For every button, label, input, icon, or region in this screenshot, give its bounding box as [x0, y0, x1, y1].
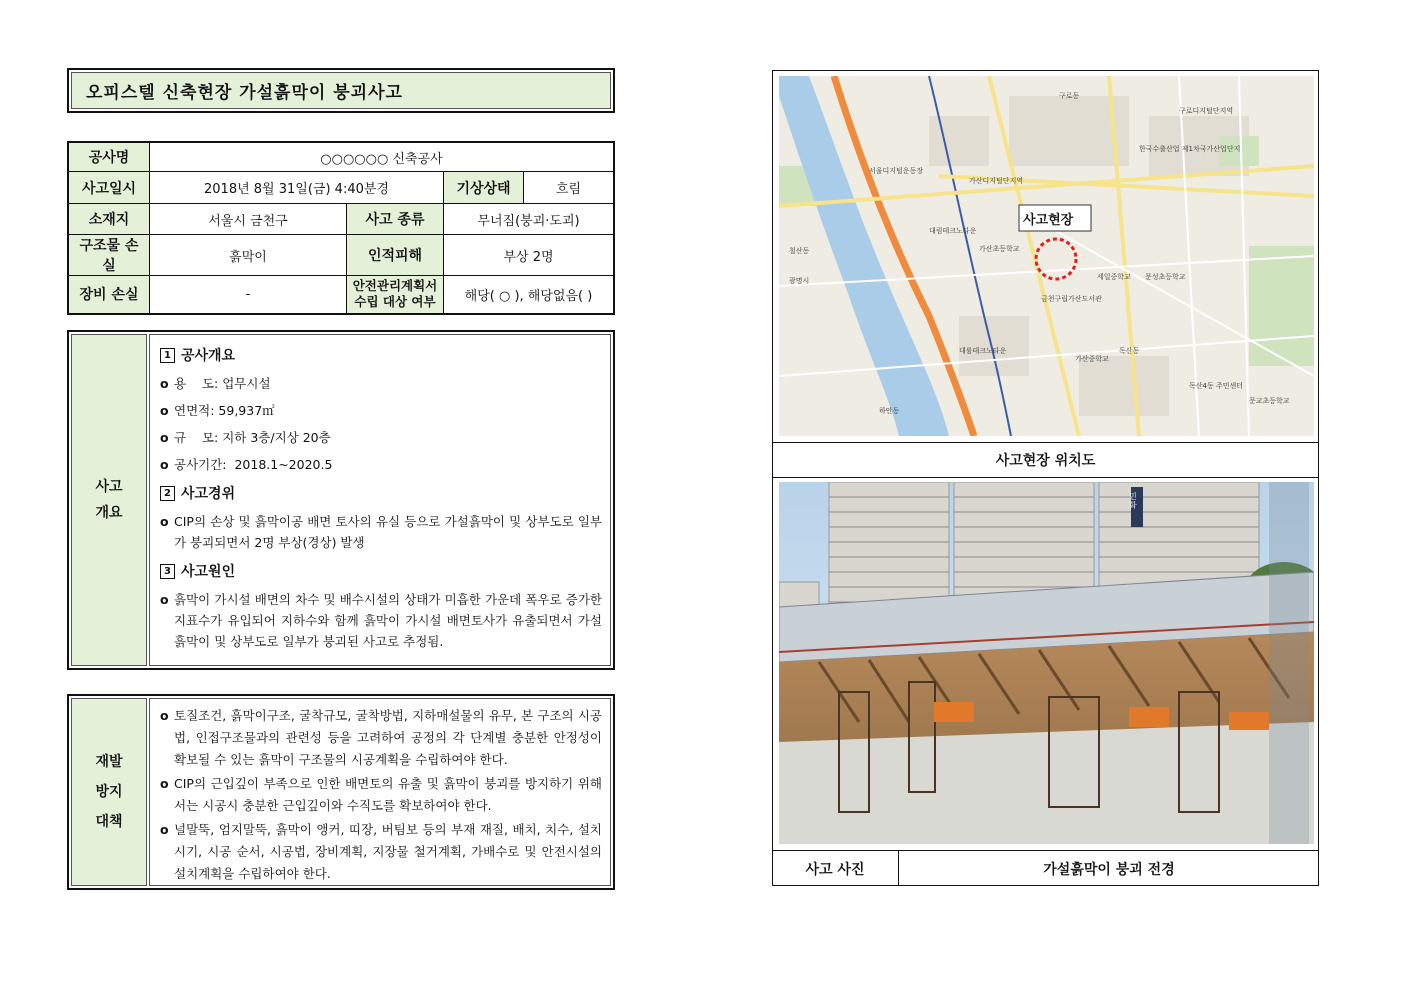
weather-label: 기상상태	[444, 172, 524, 203]
photo-caption: 가설흙막이 붕괴 전경	[1043, 861, 1175, 878]
prevention-label-line3: 대책	[95, 814, 123, 830]
overview-item	[160, 373, 602, 394]
overview-label-line2: 개요	[95, 505, 123, 521]
accident-info-table	[67, 141, 615, 315]
map-label: 구로디지털단지역	[1179, 107, 1234, 115]
structure-value: 흙막이	[150, 235, 347, 276]
map-label: 철산동	[789, 247, 810, 255]
map-label: 세일중학교	[1097, 273, 1131, 281]
map-label: 독산4동 주민센터	[1189, 382, 1244, 390]
title-box	[67, 68, 615, 113]
prevention-label-line1: 재발	[95, 754, 123, 770]
equip-value: -	[150, 276, 347, 314]
prevention-body	[149, 698, 611, 886]
overview-item	[160, 454, 602, 475]
overview-item	[160, 427, 602, 448]
prevention-item	[160, 773, 602, 817]
overview-item-text: 공사기간: 2018.1~2020.5	[174, 457, 333, 472]
date-value: 2018년 8월 31일(금) 4:40분경	[150, 172, 444, 204]
bullet-icon: o	[160, 376, 169, 391]
prevention-item-text: CIP의 근입깊이 부족으로 인한 배면토의 유출 및 흙막이 붕괴를 방지하기 위해서는 시공시 충분한 근입깊이와 수직도를 확보하여야 한다.	[174, 776, 602, 813]
accident-cause-text: 흙막이 가시설 배면의 차수 및 배수시설의 상태가 미흡한 가운데 폭우로 증가한 지표수가 유입되어 지하수와 함께 흙막이 가시설 배면토사가 유출되면서 가설흙막이 및 상부도로 일부가 붕괴된 사고로 추정됨.	[174, 592, 602, 649]
plan-value: 해당( ○ ), 해당없음( )	[444, 276, 615, 314]
bullet-icon: o	[160, 592, 169, 607]
bullet-icon: o	[160, 822, 169, 837]
project-value: ○○○○○○ 신축공사	[150, 142, 615, 172]
overview-label	[71, 334, 147, 666]
map-label: 서울디지털운동장	[869, 167, 924, 175]
map-label: 구로동	[1059, 92, 1080, 100]
accident-site-callout: 사고현장	[1023, 213, 1074, 228]
accident-progress-text: CIP의 손상 및 흙막이공 배면 토사의 유실 등으로 가설흙막이 및 상부도로 일부가 붕괴되면서 2명 부상(경상) 발생	[174, 514, 602, 550]
section-number-box: 2	[160, 486, 175, 501]
overview-item-text: 연면적: 59,937㎡	[174, 403, 275, 418]
map-label: 가산디지털단지역	[969, 177, 1024, 185]
overview-body	[149, 334, 611, 666]
overview-item-text: 용 도: 업무시설	[174, 376, 271, 391]
accident-progress-title: 사고경위	[181, 486, 236, 502]
photo-drawing	[779, 482, 1314, 844]
building-sign: 민화	[1129, 492, 1137, 510]
map-label: 광명시	[789, 277, 810, 285]
map-label: 하안동	[879, 407, 900, 415]
map-caption: 사고현장 위치도	[772, 442, 1319, 478]
prevention-label-line2: 방지	[95, 784, 123, 800]
type-label: 사고 종류	[347, 204, 444, 235]
location-label: 소재지	[68, 204, 150, 235]
prevention-item	[160, 819, 602, 885]
map-label: 한국수출산업 제1차국가산업단지	[1139, 145, 1241, 153]
project-label: 공사명	[68, 142, 150, 172]
photo-caption-row	[772, 850, 1319, 886]
construction-overview-title: 공사개요	[181, 348, 236, 364]
location-value: 서울시 금천구	[150, 204, 347, 235]
overview-item-text: 규 모: 지하 3층/지상 20층	[174, 430, 331, 445]
accident-photo	[779, 482, 1314, 844]
bullet-icon: o	[160, 514, 169, 529]
page-title: 오피스텔 신축현장 가설흙막이 붕괴사고	[71, 72, 611, 109]
date-label: 사고일시	[68, 172, 150, 204]
photo-label: 사고 사진	[772, 851, 899, 886]
type-value: 무너짐(붕괴·도괴)	[444, 204, 615, 235]
location-map	[779, 76, 1314, 436]
bullet-icon: o	[160, 403, 169, 418]
map-label: 가산초등학교	[979, 245, 1020, 253]
equip-label: 장비 손실	[68, 276, 150, 314]
map-label: 문성초등학교	[1145, 273, 1186, 281]
plan-label-line1: 안전관리계획서	[352, 278, 438, 294]
prevention-label	[71, 698, 147, 886]
map-label: 문교초등학교	[1249, 397, 1290, 405]
section-number-box: 1	[160, 348, 175, 363]
casualty-label: 인적피해	[347, 235, 444, 276]
section-number-box: 3	[160, 564, 175, 579]
map-label: 대륭테크노타운	[959, 347, 1007, 355]
bullet-icon: o	[160, 776, 169, 791]
prevention-section	[67, 694, 615, 890]
map-label: 가산중학교	[1075, 355, 1109, 363]
prevention-item	[160, 705, 602, 771]
structure-label: 구조물 손실	[68, 235, 150, 276]
construction-overview-heading	[160, 345, 602, 365]
map-label: 금천구립가산도서관	[1041, 295, 1102, 303]
overview-section	[67, 330, 615, 670]
accident-cause-item	[160, 589, 602, 652]
accident-cause-heading	[160, 561, 602, 581]
bullet-icon: o	[160, 457, 169, 472]
prevention-item-text: 널말뚝, 엄지말뚝, 흙막이 앵커, 띠장, 버팀보 등의 부재 재질, 배치, 치수, 설치시기, 시공 순서, 시공법, 장비계획, 지장물 철거계획, 가배수로 및 안전시설의 설치계획을 수립하여야 한다.	[174, 822, 602, 881]
overview-label-line1: 사고	[95, 479, 123, 495]
casualty-value: 부상 2명	[444, 235, 615, 276]
bullet-icon: o	[160, 430, 169, 445]
overview-item	[160, 400, 602, 421]
map-label: 독산동	[1119, 347, 1140, 355]
accident-progress-item	[160, 511, 602, 553]
plan-label	[347, 276, 444, 314]
map-label: 대림테크노타운	[929, 227, 977, 235]
accident-cause-title: 사고원인	[181, 564, 236, 580]
plan-label-line2: 수립 대상 여부	[354, 294, 436, 310]
weather-value: 흐림	[555, 182, 582, 197]
accident-progress-heading	[160, 483, 602, 503]
bullet-icon: o	[160, 708, 169, 723]
prevention-item-text: 토질조건, 흙막이구조, 굴착규모, 굴착방법, 지하매설물의 유무, 본 구조의 시공법, 인접구조물과의 관련성 등을 고려하여 공정의 각 단계별 충분한 안정성이 확보될 수 있는 흙막이 구조물의 시공계획을 수립하여야 한다.	[174, 708, 602, 767]
